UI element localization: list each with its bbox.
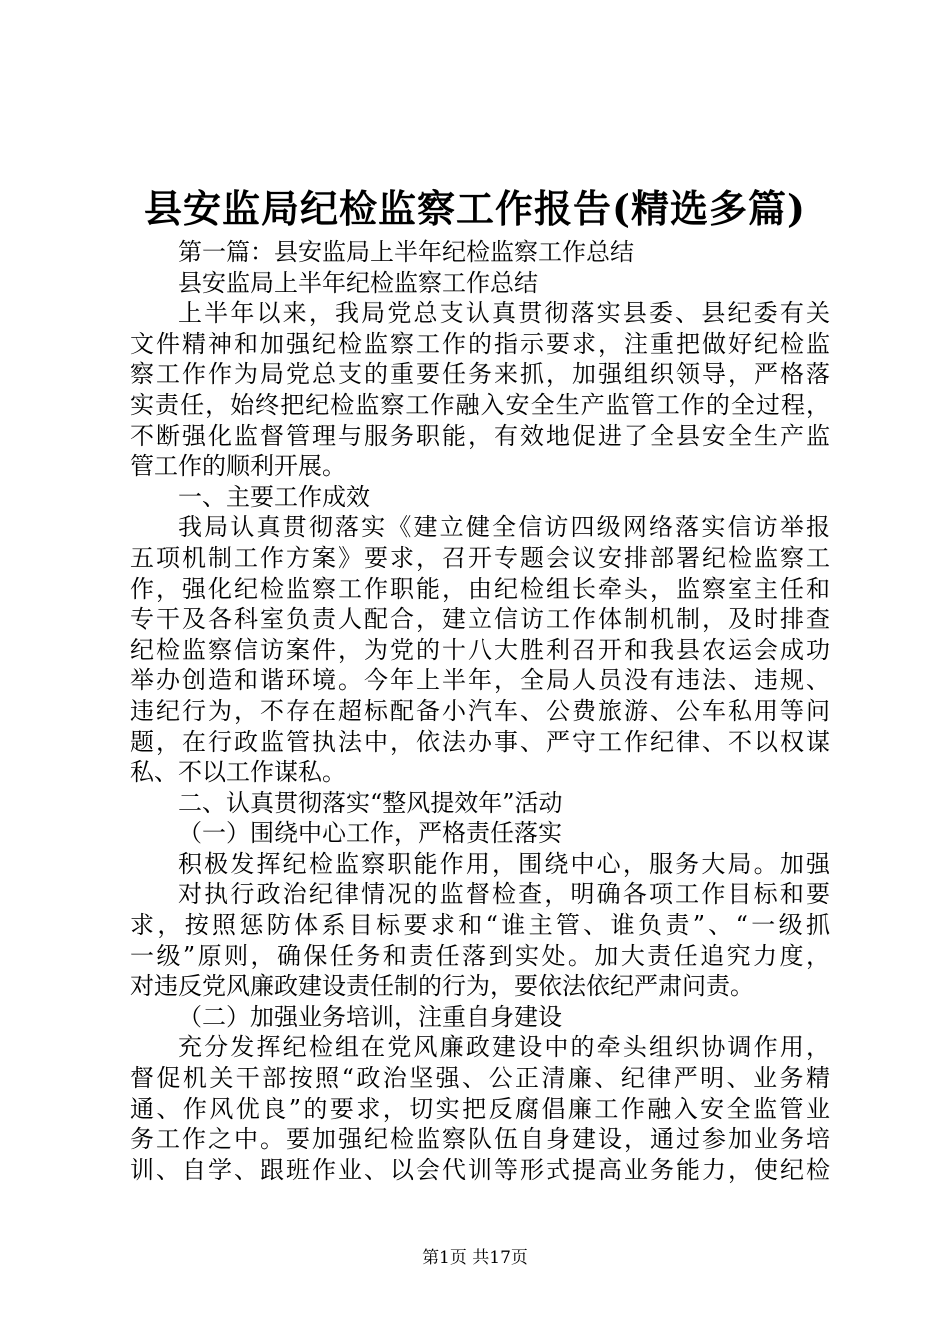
paragraph-line: 对违反党风廉政建设责任制的行为，要依法依纪严肃问责。 <box>130 972 754 1001</box>
subtitle: 县安监局上半年纪检监察工作总结 <box>178 268 538 297</box>
paragraph-line: 督促机关干部按照“政治坚强、公正清廉、纪律严明、业务精 <box>130 1064 830 1093</box>
paragraph-line: 实责任，始终把纪检监察工作融入安全生产监管工作的全过程， <box>130 390 830 419</box>
paragraph-line: 一级”原则，确保任务和责任落到实处。加大责任追究力度， <box>130 941 830 970</box>
paragraph-line: 对执行政治纪律情况的监督检查，明确各项工作目标和要 <box>178 880 830 909</box>
paragraph-line: 务工作之中。要加强纪检监察队伍自身建设，通过参加业务培 <box>130 1125 830 1154</box>
paragraph-line: 积极发挥纪检监察职能作用，围绕中心，服务大局。加强 <box>178 849 830 878</box>
paragraph-line: 纪检监察信访案件，为党的十八大胜利召开和我县农运会成功 <box>130 635 830 664</box>
paragraph-line: 管工作的顺利开展。 <box>130 452 346 481</box>
paragraph-line: 举办创造和谐环境。今年上半年，全局人员没有违法、违规、 <box>130 666 830 695</box>
paragraph-line: 我局认真贯彻落实《建立健全信访四级网络落实信访举报 <box>178 513 830 542</box>
paragraph-line: 文件精神和加强纪检监察工作的指示要求，注重把做好纪检监 <box>130 329 830 358</box>
paragraph-line: 充分发挥纪检组在党风廉政建设中的牵头组织协调作用， <box>178 1033 830 1062</box>
section-heading: 第一篇：县安监局上半年纪检监察工作总结 <box>178 238 634 266</box>
paragraph-line: 训、自学、跟班作业、以会代训等形式提高业务能力，使纪检 <box>130 1155 830 1184</box>
page-footer: 第1页 共17页 <box>422 1248 528 1268</box>
paragraph-line: 求，按照惩防体系目标要求和“谁主管、谁负责”、“一级抓 <box>130 911 830 940</box>
paragraph-line: 作，强化纪检监察工作职能，由纪检组长牵头，监察室主任和 <box>130 574 830 603</box>
paragraph-line: 不断强化监督管理与服务职能，有效地促进了全县安全生产监 <box>130 421 830 450</box>
section-heading: 二、认真贯彻落实“整风提效年”活动 <box>178 788 563 817</box>
subsection-heading: （一）围绕中心工作，严格责任落实 <box>178 819 562 848</box>
paragraph-line: 专干及各科室负责人配合，建立信访工作体制机制，及时排查 <box>130 605 830 634</box>
paragraph-line: 五项机制工作方案》要求，召开专题会议安排部署纪检监察工 <box>130 543 830 572</box>
paragraph-line: 察工作作为局党总支的重要任务来抓，加强组织领导，严格落 <box>130 360 830 389</box>
paragraph-line: 私、不以工作谋私。 <box>130 758 346 787</box>
section-heading: 一、主要工作成效 <box>178 482 370 511</box>
document-title: 县安监局纪检监察工作报告(精选多篇) <box>144 186 806 231</box>
paragraph-line: 上半年以来，我局党总支认真贯彻落实县委、县纪委有关 <box>178 299 830 328</box>
subsection-heading: （二）加强业务培训，注重自身建设 <box>178 1002 562 1031</box>
paragraph-line: 通、作风优良”的要求，切实把反腐倡廉工作融入安全监管业 <box>130 1094 830 1123</box>
paragraph-line: 违纪行为，不存在超标配备小汽车、公费旅游、公车私用等问 <box>130 696 830 725</box>
document-body <box>130 237 830 1185</box>
paragraph-line: 题，在行政监管执法中，依法办事、严守工作纪律、不以权谋 <box>130 727 830 756</box>
